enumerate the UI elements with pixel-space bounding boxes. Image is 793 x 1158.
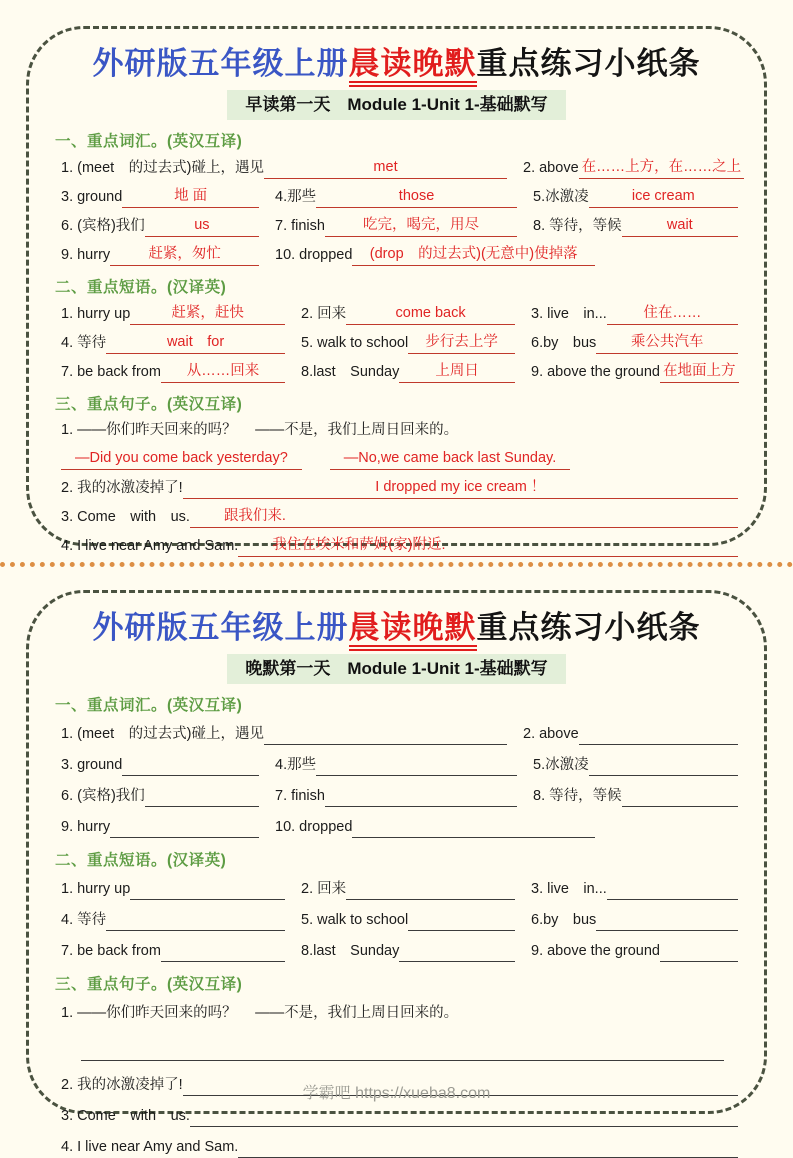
phrase-item xyxy=(301,910,531,931)
site-footer-text: 学霸吧 https://xueba8.com xyxy=(302,1085,491,1102)
phrase-item xyxy=(301,303,531,325)
fill-in-blank xyxy=(346,881,515,900)
panel1-subtitle-badge: 早读第一天 Module 1-Unit 1-基础默写 xyxy=(227,90,565,120)
answer-blank: 上周日 xyxy=(399,361,515,383)
vocab-item xyxy=(61,755,275,776)
answer-blank: 乘公共汽车 xyxy=(596,332,738,354)
vocab-row xyxy=(61,215,738,237)
item-label: 2. 回来 xyxy=(301,305,347,322)
fill-in-blank xyxy=(325,788,517,807)
vocab-row xyxy=(61,755,738,776)
vocab-row xyxy=(61,817,738,838)
item-label: 7. be back from xyxy=(61,363,161,380)
vocab-row xyxy=(61,186,738,208)
fill-in-blank xyxy=(596,912,738,931)
phrase-item xyxy=(531,361,739,383)
vocab-item xyxy=(61,157,523,179)
item-label: 7. finish xyxy=(275,217,325,234)
vocab-item xyxy=(275,186,533,208)
fill-in-blank xyxy=(316,757,517,776)
item-label: 2. 我的冰激凌掉了! xyxy=(61,479,183,496)
item-label: 9. above the ground xyxy=(531,942,660,959)
fill-in-blank xyxy=(81,1042,724,1061)
page-title xyxy=(55,45,738,84)
vocab-item xyxy=(533,755,738,776)
vocab-item xyxy=(523,157,744,179)
item-label: 1. (meet 的过去式)碰上，遇见 xyxy=(61,725,265,742)
item-label: 2. 我的冰激凌掉了! xyxy=(61,1076,183,1093)
item-label: 6.by bus xyxy=(531,911,597,928)
item-label: 5.冰激凌 xyxy=(533,188,589,205)
answer-blank: ice cream xyxy=(589,186,738,208)
answer-blank: those xyxy=(316,186,517,208)
item-label: 8.last Sunday xyxy=(301,363,400,380)
fill-in-blank xyxy=(190,1108,738,1127)
section-heading-vocab: 一、重点词汇。(英汉互译) xyxy=(55,696,243,714)
item-label: 5.冰激凌 xyxy=(533,756,589,773)
answer-blank: 跟我们来. xyxy=(190,506,738,528)
item-label: 4.那些 xyxy=(275,188,317,205)
title-segment-blue: 外研版五年级上册 xyxy=(92,610,349,645)
phrase-item xyxy=(301,332,531,354)
sentence-item xyxy=(61,535,738,557)
answer-blank: 从……回来 xyxy=(161,361,285,383)
phrase-item xyxy=(61,910,301,931)
vocab-item xyxy=(275,755,533,776)
fill-in-blank xyxy=(607,881,738,900)
answer-blank: 在地面上方 xyxy=(660,361,739,383)
vocab-item xyxy=(523,724,738,745)
item-label: 3. Come with us. xyxy=(61,509,190,525)
sentence-item xyxy=(61,1003,738,1024)
title-segment-black: 重点练习小纸条 xyxy=(476,610,701,645)
fill-in-blank xyxy=(264,726,507,745)
phrase-item xyxy=(531,303,738,325)
vocab-item xyxy=(61,186,275,208)
vocab-item xyxy=(61,817,275,838)
answer-blank: 赶紧，赶快 xyxy=(130,303,285,325)
subtitle-row xyxy=(55,654,738,684)
panel-divider-dotted-line xyxy=(0,562,793,567)
fill-in-blank xyxy=(352,819,595,838)
item-label: 7. finish xyxy=(275,787,325,804)
fill-in-blank xyxy=(122,757,259,776)
item-label: 4.那些 xyxy=(275,756,317,773)
item-label: 1. ——你们昨天回来的吗？ ——不是，我们上周日回来的。 xyxy=(61,421,459,438)
item-label: 3. Come with us. xyxy=(61,1107,190,1124)
item-label: 4. I live near Amy and Sam. xyxy=(61,1139,239,1155)
item-label: 8. 等待，等候 xyxy=(533,217,622,234)
section-heading-vocab: 一、重点词汇。(英汉互译) xyxy=(55,132,243,150)
sentence-item xyxy=(61,420,738,441)
answer-blank: (drop 的过去式)(无意中)使掉落 xyxy=(352,244,595,266)
answer-blank: wait for xyxy=(106,332,285,354)
title-segment-red-underlined: 晨读晚默 xyxy=(349,46,477,87)
title-segment-red-underlined: 晨读晚默 xyxy=(349,610,477,651)
item-label: 3. live in... xyxy=(531,880,607,897)
item-label: 2. above xyxy=(523,725,579,742)
fill-in-blank xyxy=(161,943,285,962)
vocab-item xyxy=(533,786,738,807)
answer-blank: I dropped my ice cream ！ xyxy=(183,477,738,499)
phrase-item xyxy=(531,941,738,962)
fill-in-blank xyxy=(110,819,259,838)
item-label: 6.by bus xyxy=(531,334,597,351)
vocab-item xyxy=(61,786,275,807)
panel-morning-read xyxy=(26,26,767,555)
item-label: 5. walk to school xyxy=(301,334,409,351)
panel2-subtitle-badge: 晚默第一天 Module 1-Unit 1-基础默写 xyxy=(227,654,565,684)
answer-blank: —No,we came back last Sunday. xyxy=(330,448,571,470)
answer-blank: wait xyxy=(622,215,738,237)
fill-in-blank xyxy=(399,943,515,962)
item-label: 4. 等待 xyxy=(61,334,107,351)
phrase-row xyxy=(61,303,738,325)
item-label: 4. 等待 xyxy=(61,911,107,928)
answer-blank: us xyxy=(145,215,259,237)
answer-blank: 步行去上学 xyxy=(408,332,515,354)
vocab-row xyxy=(61,157,742,179)
item-label: 10. dropped xyxy=(275,246,353,263)
item-label: 2. above xyxy=(523,159,579,176)
vocab-row xyxy=(61,724,738,745)
vocab-item xyxy=(61,215,275,237)
vocab-row xyxy=(61,786,738,807)
vocab-row xyxy=(61,244,738,266)
item-label: 1. hurry up xyxy=(61,305,131,322)
fill-in-blank xyxy=(408,912,515,931)
phrase-item xyxy=(301,361,531,383)
fill-in-blank xyxy=(238,1139,738,1158)
item-label: 1. hurry up xyxy=(61,880,131,897)
fill-in-blank xyxy=(622,788,738,807)
title-segment-blue: 外研版五年级上册 xyxy=(92,46,349,81)
section-heading-sentences: 三、重点句子。(英汉互译) xyxy=(55,395,243,413)
phrase-item xyxy=(61,332,301,354)
phrase-row xyxy=(61,332,738,354)
phrase-item xyxy=(61,361,301,383)
item-label: 6. (宾格)我们 xyxy=(61,787,145,804)
phrase-item xyxy=(531,879,738,900)
sentence-answer-row xyxy=(61,1042,738,1061)
fill-in-blank xyxy=(145,788,259,807)
sentence-item xyxy=(61,1137,738,1158)
phrase-item xyxy=(61,941,301,962)
vocab-item xyxy=(275,244,611,266)
phrase-row xyxy=(61,879,738,900)
fill-in-blank xyxy=(660,943,738,962)
phrase-item xyxy=(61,879,301,900)
phrase-row xyxy=(61,361,738,383)
answer-blank: 我住在埃米和萨姆(家)附近. xyxy=(238,535,738,557)
item-label: 9. hurry xyxy=(61,818,111,835)
answer-blank: —Did you come back yesterday? xyxy=(61,448,302,470)
phrase-item xyxy=(301,879,531,900)
fill-in-blank xyxy=(106,912,285,931)
vocab-item xyxy=(533,186,738,208)
phrase-item xyxy=(301,941,531,962)
panel-evening-dictation xyxy=(26,590,767,1155)
answer-blank: 地 面 xyxy=(122,186,259,208)
vocab-item xyxy=(275,786,533,807)
vocab-item xyxy=(61,244,275,266)
item-label: 5. walk to school xyxy=(301,911,409,928)
vocab-item xyxy=(533,215,738,237)
answer-blank: 在……上方，在……之上 xyxy=(579,157,745,179)
item-label: 3. ground xyxy=(61,188,123,205)
vocab-item xyxy=(61,724,523,745)
item-label: 3. live in... xyxy=(531,305,607,322)
answer-blank: come back xyxy=(346,303,515,325)
fill-in-blank xyxy=(589,757,738,776)
phrase-row xyxy=(61,941,738,962)
phrase-item xyxy=(61,303,301,325)
answer-blank: 吃完，喝完，用尽 xyxy=(325,215,517,237)
title-segment-black: 重点练习小纸条 xyxy=(476,46,701,81)
subtitle-row xyxy=(55,90,738,120)
section-heading-sentences: 三、重点句子。(英汉互译) xyxy=(55,975,243,993)
section-heading-phrases: 二、重点短语。(汉译英) xyxy=(55,278,227,296)
answer-blank: 赶紧，匆忙 xyxy=(110,244,259,266)
section-heading-phrases: 二、重点短语。(汉译英) xyxy=(55,851,227,869)
phrase-item xyxy=(531,332,738,354)
phrase-row xyxy=(61,910,738,931)
answer-blank: 住在…… xyxy=(607,303,738,325)
item-label: 4. I live near Amy and Sam. xyxy=(61,538,239,555)
item-label: 8.last Sunday xyxy=(301,942,400,959)
item-label: 3. ground xyxy=(61,756,123,773)
item-label: 2. 回来 xyxy=(301,880,347,897)
item-label: 9. above the ground xyxy=(531,363,660,380)
item-label: 1. (meet 的过去式)碰上，遇见 xyxy=(61,159,265,176)
sentence-item xyxy=(61,477,738,499)
item-label: 10. dropped xyxy=(275,818,353,835)
vocab-item xyxy=(275,817,611,838)
item-label: 8. 等待，等候 xyxy=(533,787,622,804)
vocab-item xyxy=(275,215,533,237)
item-label: 6. (宾格)我们 xyxy=(61,217,145,234)
sentence-answer-row xyxy=(61,448,738,470)
page-title xyxy=(55,609,738,648)
fill-in-blank xyxy=(130,881,285,900)
sentence-item xyxy=(61,506,738,528)
item-label: 1. ——你们昨天回来的吗？ ——不是，我们上周日回来的。 xyxy=(61,1004,459,1021)
answer-blank: met xyxy=(264,157,507,179)
item-label: 9. hurry xyxy=(61,246,111,263)
fill-in-blank xyxy=(579,726,738,745)
sentence-item xyxy=(61,1106,738,1127)
item-label: 7. be back from xyxy=(61,942,161,959)
phrase-item xyxy=(531,910,738,931)
